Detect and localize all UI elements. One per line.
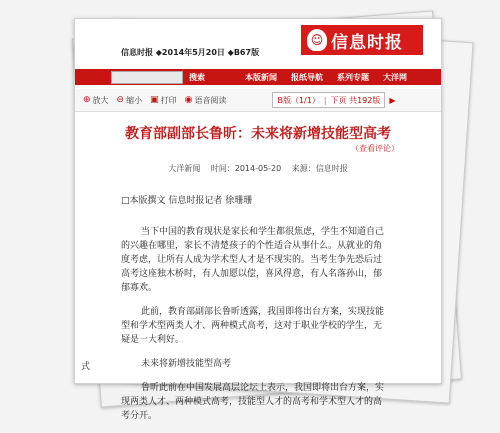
meta-time: 时间：2014-05-20 (210, 164, 282, 173)
logo-title: 信息时报 (331, 32, 403, 53)
page-header (75, 19, 441, 63)
pager-current: B版（1/1） (277, 95, 320, 105)
pager-total: 下页 共192版 (330, 95, 381, 105)
nav-item-topics[interactable]: 系列专题 (337, 72, 369, 82)
paragraph: 鲁昕此前在中国发展高层论坛上表示，我国即将出台方案，实现两类人才、两种模式高考，技能型人才的高考和学术型人才的高考分开。 (121, 383, 385, 421)
zoom-out-icon: ⊖ (116, 95, 125, 105)
search-button[interactable]: 搜索 (189, 72, 205, 82)
date-bar: 信息时报 ◆2014年5月20日 ◆B67版 (121, 48, 260, 57)
voice-read-label: 语音阅读 (194, 95, 227, 105)
page-selector[interactable] (272, 92, 385, 108)
newspaper-logo[interactable] (301, 25, 423, 55)
print-button[interactable] (150, 95, 177, 106)
article-body (121, 225, 387, 433)
toolbar (75, 89, 441, 112)
speaker-icon: ◉ (184, 95, 193, 105)
article-title: 教育部副部长鲁昕：未来将新增技能型高考 (125, 126, 391, 142)
print-label: 打印 (160, 95, 177, 105)
nav-item-dayoo[interactable]: 大洋网 (383, 72, 407, 82)
article-byline: □本版撰文 信息时报记者 徐珊珊 (121, 196, 253, 206)
nav-bar (75, 69, 441, 85)
print-icon: ▣ (150, 95, 159, 105)
voice-read-button[interactable] (185, 95, 227, 106)
nav-item-paper-nav[interactable]: 报纸导航 (291, 72, 323, 82)
zoom-out-label: 缩小 (126, 95, 143, 105)
zoom-in-button[interactable] (83, 95, 109, 106)
nav-item-local-news[interactable]: 本版新闻 (245, 72, 277, 82)
subheading: 未来将新增技能型高考 (141, 359, 232, 369)
view-comments-link[interactable]: （查看评论） (351, 144, 399, 153)
zoom-in-label: 放大 (92, 95, 109, 105)
meta-source: 大洋新闻 (168, 164, 201, 173)
paragraph: 此前，教育部副部长鲁昕透露，我国即将出台方案，实现技能型和学术型两类人才、两种模式高考，这对于职业学校的学生，无疑是一大利好。 (121, 307, 385, 345)
search-input[interactable] (111, 71, 183, 84)
zoom-in-icon: ⊕ (83, 95, 91, 105)
mascot-icon: ☺ (307, 29, 327, 51)
newspaper-page (74, 18, 442, 421)
zoom-out-button[interactable] (117, 95, 143, 106)
article-meta (75, 163, 441, 174)
pager-separator: | (323, 95, 327, 105)
paragraph: 当下中国的教育现状是家长和学生都很焦虑，学生不知道自己的兴趣在哪里，家长不清楚孩子的个性适合从事什么。从就业的角度考虑，让所有人成为学术型人才是不现实的。当考生争先恐后过高考这座独木桥时，有人加愿以偿，喜风得意，有人名落孙山，郁郁寡欢。 (121, 227, 385, 293)
margin-text: 式 (81, 362, 91, 372)
meta-origin: 来源：信息时报 (291, 164, 348, 173)
next-page-arrow-icon[interactable]: ▶ (389, 95, 396, 105)
